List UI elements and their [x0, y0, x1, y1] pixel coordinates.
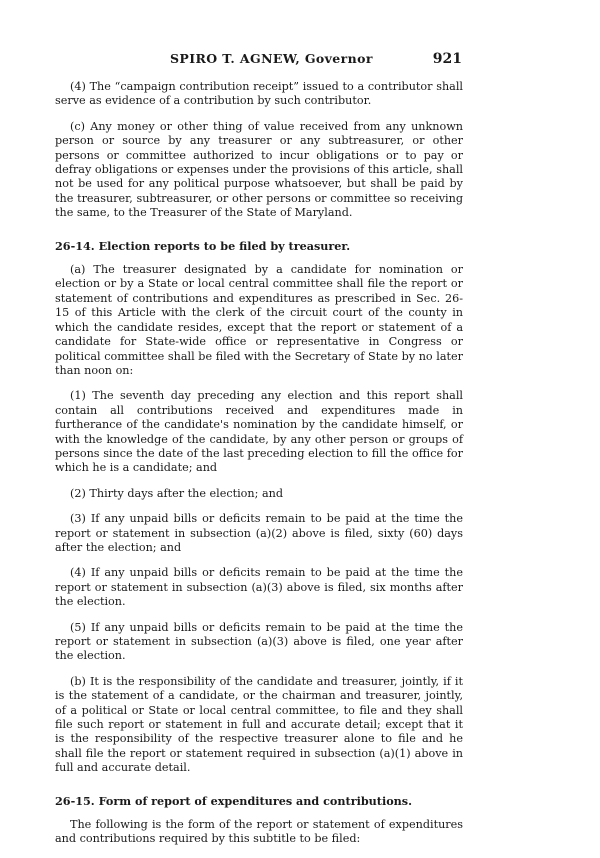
running-title: SPIRO T. AGNEW, Governor — [170, 51, 373, 66]
paragraph-b: (b) It is the responsibility of the candidate and treasurer, jointly, if it is the statement of a candidate, or the chairman and treasurer, jointly, of a political or State or local central committee, to file and they shall file such report or statement in full and accurate detail; except that it is the responsibility of the respective treasurer alone to file and he shall file the report or statement required in subsection (a)(1) above in full and accurate detail. — [55, 674, 463, 775]
paragraph-a1: (1) The seventh day preceding any election and this report shall contain all contributions received and expenditures made in furtherance of the candidate's nomination by the candidate himself, or with the knowledge of the candidate, by any other person or groups of persons since the date of the last preceding election to fill the office for which he is a candidate; and — [55, 389, 463, 475]
paragraph-form-intro: The following is the form of the report or statement of expenditures and contributions required by this subtitle to be filed: — [55, 818, 463, 846]
paragraph-a2: (2) Thirty days after the election; and — [70, 486, 283, 500]
section-heading-26-15: 26-15. Form of report of expenditures and contributions. — [55, 793, 413, 808]
page-number: 921 — [432, 51, 462, 67]
paragraph-c4: (4) The “campaign contribution receipt” issued to a contributor shall serve as evidence of a contribution by such contributor. — [55, 80, 463, 108]
section-heading-26-14: 26-14. Election reports to be filed by treasurer. — [55, 238, 351, 253]
paragraph-c: (c) Any money or other thing of value received from any unknown person or source by any treasurer or any subtreasurer, or other persons or committee authorized to incur obligations or to pay or defray obligations or expenses under the provisions of this article, shall not be used for any political purpose whatsoever, but shall be paid by the treasurer, subtreasurer, or other persons or committee so receiving the same, to the Treasurer of the State of Maryland. — [55, 119, 463, 220]
paragraph-a3: (3) If any unpaid bills or deficits remain to be paid at the time the report or statement in subsection (a)(2) above is filed, sixty (60) days after the election; and — [55, 512, 463, 554]
paragraph-a4: (4) If any unpaid bills or deficits remain to be paid at the time the report or statement in subsection (a)(3) above is filed, six months after the election. — [55, 566, 463, 609]
paragraph-a5: (5) If any unpaid bills or deficits remain to be paid at the time the report or statement in subsection (a)(3) above is filed, one year after the election. — [55, 620, 463, 663]
page-body — [55, 80, 463, 858]
page-header — [170, 51, 462, 71]
paragraph-a: (a) The treasurer designated by a candidate for nomination or election or by a State or local central committee shall file the report or statement of contributions and expenditures as prescribed in Sec. 26-15 of this Article with the clerk of the circuit court of the county in which the candidate resides, except that the report or statement of a candidate for State-wide office or representative in Congress or political committee shall be filed with the Secretary of State by no later than noon on: — [55, 263, 463, 377]
